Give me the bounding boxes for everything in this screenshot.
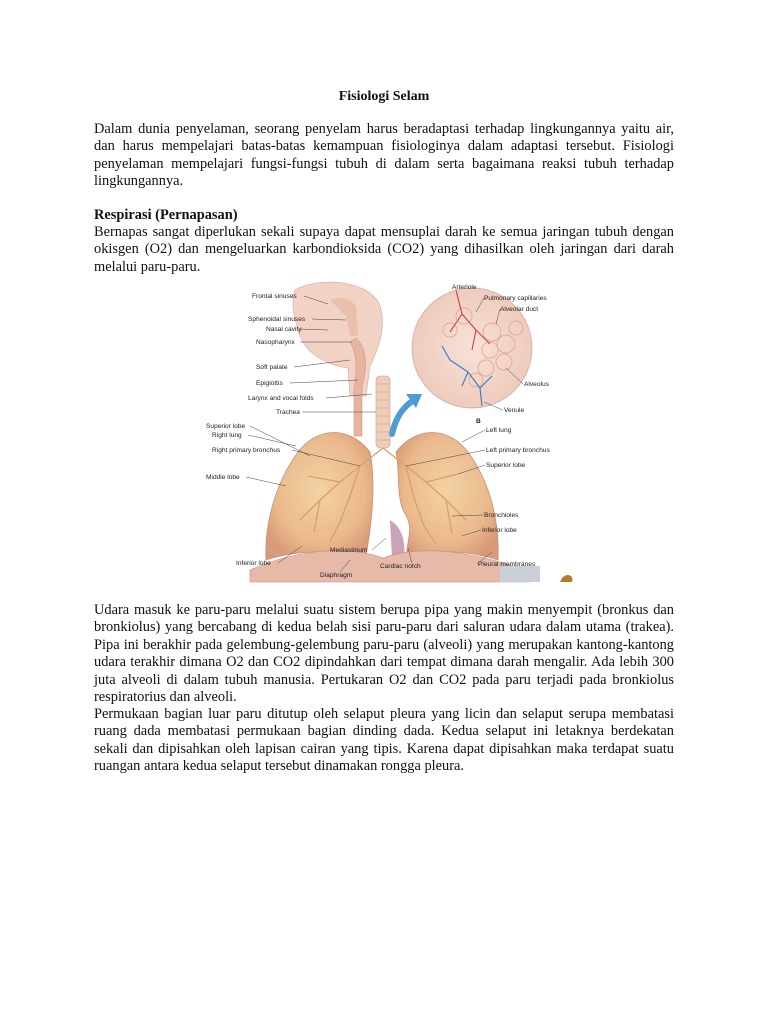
label-alveolar-duct: Alveolar duct (500, 306, 539, 313)
label-bronchioles: Bronchioles (484, 512, 519, 519)
label-larynx: Larynx and vocal folds (248, 395, 314, 402)
label-cardiac-notch: Cardiac notch (380, 563, 421, 570)
section-heading: Respirasi (Pernapasan) (94, 207, 238, 223)
label-sphenoidal-sinuses: Sphenoidal sinuses (248, 316, 306, 323)
zoom-arrow (392, 400, 414, 434)
label-trachea: Trachea (276, 409, 300, 416)
label-right-lung: Right lung (212, 432, 242, 439)
section-intro-paragraph: Bernapas sangat diperlukan sekali supaya dapat mensuplai darah ke semua jaringan tubuh dengan okisgen (O2) dan mengeluarkan karbondioksida (CO2) yang dihasilkan oleh jaringan dari darah melalui paru-paru. (94, 224, 674, 275)
label-nasopharynx: Nasopharynx (256, 339, 295, 346)
label-middle-lobe: Middle lobe (206, 474, 240, 481)
body-paragraph-1: Udara masuk ke paru-paru melalui suatu sistem berupa pipa yang makin menyempit (bronkus dan bronkiolus) yang bercabang di kedua belah sisi paru-paru dari saluran udara dalam utama (trakea). Pipa ini berakhir pada gelembung-gelembung paru-paru (alveoli) yang merupakan kantong-kantong udara terakhir dimana O2 dan CO2 dipindahkan dari tempat dimana darah mengalir. Ada lebih 300 juta alveoli di dalam tubuh manusia. Pertukaran O2 dan CO2 pada paru terjadi pada bronkiolus respiratorius dan alveoli. (94, 602, 674, 706)
label-inferior-lobe-left: Inferior lobe (236, 560, 271, 567)
label-nasal-cavity: Nasal cavity (266, 326, 302, 333)
respiratory-system-diagram (200, 276, 576, 586)
label-frontal-sinuses: Frontal sinuses (252, 293, 297, 300)
label-pleural-membranes: Pleural membranes (478, 561, 536, 568)
label-alveolus: Alveolus (524, 381, 549, 388)
label-epiglottis: Epiglottis (256, 380, 283, 387)
trachea-shape (376, 376, 390, 448)
label-mediastinum: Mediastinum (330, 547, 368, 554)
label-superior-lobe: Superior lobe (206, 423, 246, 430)
inset-letter: B (476, 418, 481, 425)
label-pulmonary-capillaries: Pulmonary capillaries (484, 295, 547, 302)
label-inferior-lobe-right: Inferior lobe (482, 527, 517, 534)
document-title: Fisiologi Selam (338, 89, 430, 104)
heart-area (390, 520, 404, 558)
label-right-primary-bronchus: Right primary bronchus (212, 447, 281, 454)
corner-mark (560, 575, 572, 582)
label-left-primary-bronchus: Left primary bronchus (486, 447, 550, 454)
label-soft-palate: Soft palate (256, 364, 288, 371)
intro-paragraph: Dalam dunia penyelaman, seorang penyelam harus beradaptasi terhadap lingkungannya yaitu air, dan harus mempelajari batas-batas kemampuan fisiologinya dalam adaptasi tersebut. Fisiologi penyelaman mempelajari fungsi-fungsi tubuh di dalam serta bagaimana reaksi tubuh terhadap lingkungannya. (94, 121, 674, 190)
label-superior-lobe-right: Superior lobe (486, 462, 526, 469)
label-arteriole: Arteriole (452, 284, 477, 291)
label-diaphragm: Diaphragm (320, 572, 353, 579)
bottom-strip (500, 566, 540, 582)
left-lung (396, 433, 498, 561)
body-paragraph-2: Permukaan bagian luar paru ditutup oleh selaput pleura yang licin dan selaput serupa membatasi ruang dada membatasi permukaan bagian dinding dada. Kedua selaput ini letaknya berdekatan sekali dan dipisahkan oleh lapisan cairan yang tipis. Karena dapat dipisahkan maka terdapat suatu ruangan antara kedua selaput tersebut dinamakan rongga pleura. (94, 706, 674, 775)
label-left-lung: Left lung (486, 427, 512, 434)
label-venule: Venule (504, 407, 525, 414)
right-lung (266, 433, 373, 561)
